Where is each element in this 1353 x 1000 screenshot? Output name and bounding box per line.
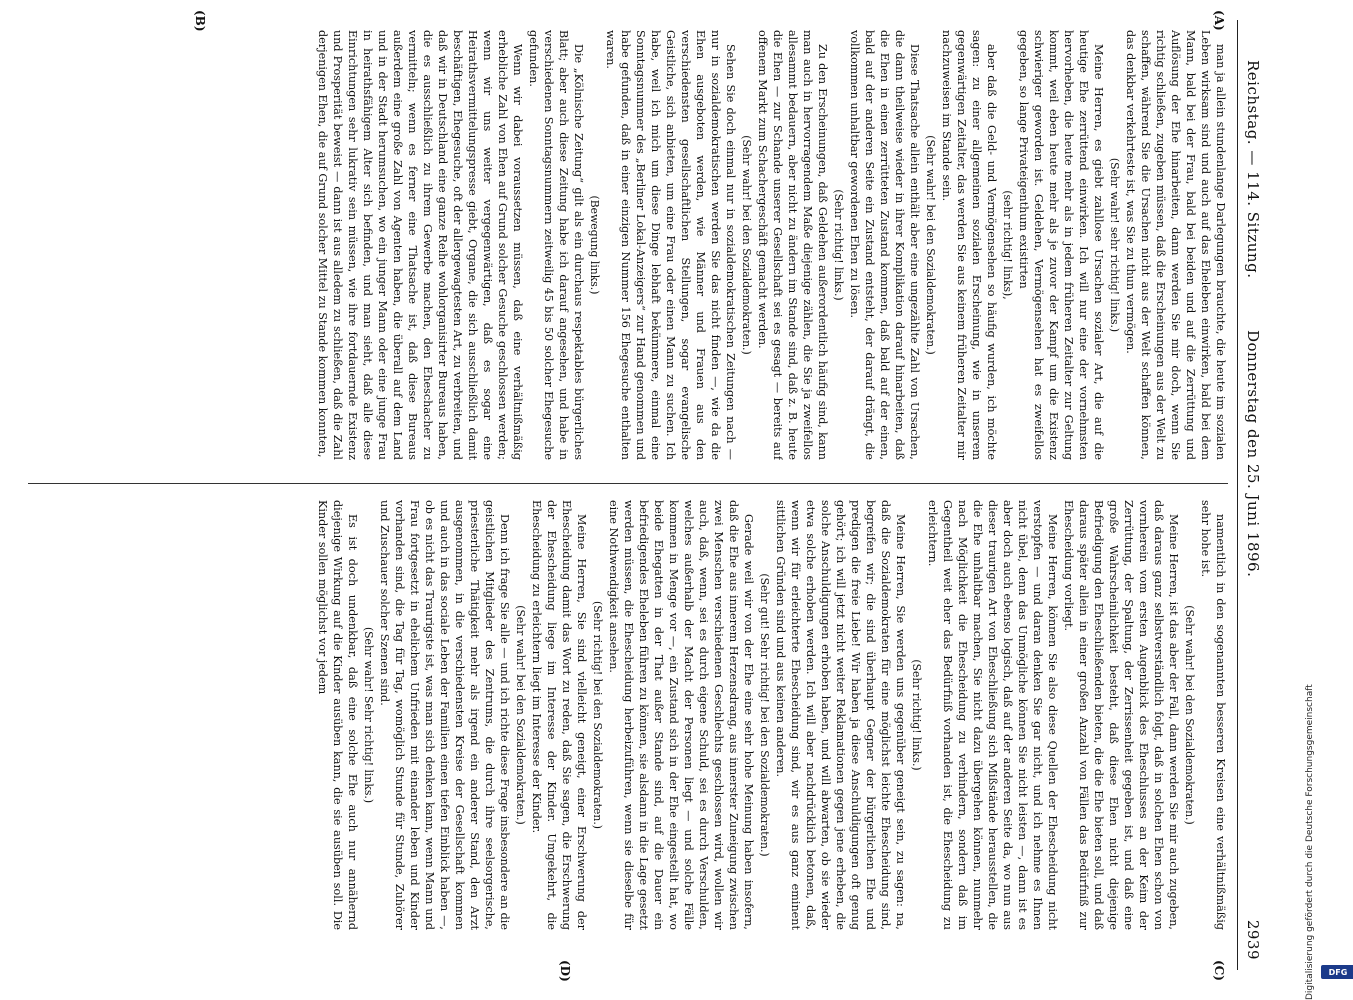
- paragraph: (Sehr wahr! bei den Sozialdemokraten.): [924, 135, 937, 355]
- paragraph: Gerade weil wir von der Ehe eine sehr hohe Meinung haben insofern, daß die Ehe aus innerem Herzensdrang, aus innerster Zuneigung zwischen zwei Menschen verschiedenen Geschlechts geschlossen wird, wollen wir auch, daß, wenn, sei es durch eigene Schuld, sei es durch Verschulden, welches außerhalb der Macht der Personen liegt — und solche Fälle kommen in Menge vor —, ein Zustand sich in der Ehe eingestellt hat, wo beide Ehegatten in der That außer Stande sind, auf die Dauer ein befriedigendes Eheleben führen zu können, sie alsdann in die Lage gesetzt werden müssen, die Ehescheidung herbeizuführen, wenn sie dieselbe für eine Nothwendigkeit ansehen.: [607, 500, 755, 930]
- page-header: [1242, 60, 1262, 960]
- paragraph: Es ist doch undenkbar, daß eine solche Ehe auch nur annähernd diejenige Wirkung auf die Kinder ausüben kann, die sie ausüben soll. Die Kinder sollen möglichst vor jedem: [316, 500, 359, 930]
- paragraph: (Bewegung links.): [588, 195, 601, 295]
- paragraph: Meine Herren, Sie sind vielleicht geneigt, einer Erschwerung der Ehescheidung damit das Wort zu reden, daß Sie sagen, die Erschwerung der Ehescheidung liege im Interesse der Kinder. Umgekehrt, die Ehescheidung zu erleichtern liegt im Interesse der Kinder.: [530, 500, 588, 930]
- margin-mark-b: (B): [193, 10, 207, 32]
- paragraph: Meine Herren, ist das aber der Fall, dann werden Sie mir auch zugeben, daß daraus ganz selbstverständlich folgt, daß in solchen Ehen schon von vornherein vom ersten Augenblick des Eheschlusses an der Keim der Zerrüttung, der Spaltung, der Zerrissenheit gegeben ist, und daß eine große Wahrscheinlichkeit besteht, daß diese Ehen nicht diejenige Befriedigung den Eheschließenden bieten, die die Ehe bieten soll, und daß daraus später allein in einer großen Anzahl von Fällen das Bedürfniß zur Ehescheidung vorliegt.: [1062, 500, 1180, 930]
- paragraph: (Sehr wahr! bei den Sozialdemokraten.): [740, 135, 753, 355]
- paragraph: (Sehr gut! Sehr richtig! bei den Sozialdemokraten.): [758, 573, 771, 857]
- margin-mark-a: (A): [1212, 10, 1226, 31]
- digitization-credit: Digitalisierung gefördert durch die Deutsche Forschungsgemeinschaft: [1305, 684, 1315, 1000]
- paragraph: (Sehr wahr! bei den Sozialdemokraten.): [1183, 605, 1196, 825]
- paragraph: namentlich in den sogenannten besseren Kreisen eine verhältnißmäßig sehr hohe ist.: [1199, 500, 1227, 930]
- paragraph: Die „Kölnische Zeitung“ gilt als ein durchaus respektables bürgerliches Blatt; aber auch diese Zeitung habe ich darauf angesehen, und habe in verschiedenen Sonntagsnummern zeitweilig 45 bis 50 solcher Ehegesuche gefunden.: [527, 30, 585, 460]
- margin-mark-c: (C): [1212, 960, 1226, 981]
- dfg-logo: DFG: [1321, 965, 1353, 979]
- column-divider: [28, 483, 1228, 484]
- header-left: Reichstag. — 114. Sitzung.: [1244, 60, 1262, 279]
- header-date: Donnerstag den 25. Juni 1896.: [1244, 330, 1262, 578]
- document-page: [2, 0, 1272, 1000]
- paragraph: man ja allein stundenlange Darlegungen brauchte, die heute im sozialen Leben wirksam sind und auch auf das Eheleben einwirken, bald bei dem Mann, bald bei der Frau, bald bei beiden und auf die Zerrüttung und Auflösung der Ehe hinarbeiten, dann werden Sie mir doch, wenn Sie richtig schließen, zugeben müssen, daß die Erscheinungen aus der Welt zu schaffen, während Sie die Ursachen nicht aus der Welt schaffen können, das denkbar verkehrteste ist, was Sie zu thun vermögen.: [1124, 30, 1227, 460]
- paragraph: (Sehr wahr! Sehr richtig! links.): [362, 626, 375, 804]
- paragraph: Zu den Erscheinungen, daß Geldehen außerordentlich häufig sind, kann man auch in hervorragendem Maße diejenige zählen, die Sie ja zweifellos allesammt bedauern, aber nicht zu ändern im Stande sind, daß z. B. heute die Ehen — zur Schande unserer Gesellschaft sei es gesagt — bereits auf offenem Markt zum Schachergeschäft gemacht werden.: [756, 30, 829, 460]
- paragraph: Meine Herren, können Sie also diese Quellen der Ehescheidung nicht verstopfen — und daran denken Sie gar nicht, und ich nehme es Ihnen nicht übel, denn das Unmögliche können Sie nicht leisten —, dann ist es aber doch auch ebenso logisch, daß auf der anderen Seite da, wo nun aus dieser traurigen Art von Eheschließung sich Mißstände herausstellen, die die Ehe unhaltbar machen, Sie nicht dazu übergehen können, nunmehr nach Möglichkeit die Ehescheidung zu verhindern, sondern daß im Gegentheil weit eher das Bedürfniß vorhanden ist, die Ehescheidung zu erleichtern.: [926, 500, 1059, 930]
- header-rule: [1237, 20, 1238, 970]
- page-number: 2939: [1244, 919, 1262, 960]
- paragraph: Sehen Sie doch einmal nur in sozialdemokratischen Zeitungen nach — nur in sozialdemokratischen werden Sie das nicht finden —, wie da die Ehen ausgeboten werden, wie Männer und Frauen aus den verschiedensten gesellschaftlichen Stellungen, sogar evangelische Geistliche, sich anbieten, um eine Frau oder einen Mann zu suchen. Ich habe, weil ich mich um diese Dinge lebhaft bekümmere, einmal eine Sonntagsnummer des „Berliner Lokal-Anzeigers“ zur Hand genommen und habe gefunden, daß in einer einzigen Nummer 156 Ehegesuche enthalten waren.: [604, 30, 737, 460]
- paragraph: Diese Thatsache allein enthält aber eine ungezählte Zahl von Ursachen, die dann theilweise wieder in ihrer Komplikation darauf hinarbeiten, daß die Ehen in einen zerrütteten Zustand kommen, daß bald auf der einen, bald auf der anderen Seite ein Zustand entsteht, der darauf drängt, die vollkommen unhaltbar gewordenen Ehen zu lösen.: [848, 30, 921, 460]
- paragraph: (Sehr richtig! bei den Sozialdemokraten.): [591, 601, 604, 829]
- paragraph: aber daß die Geld- und Vermögensehen so häufig wurden, ich möchte sagen: zu einer allgemeinen sozialen Erscheinung, wie in unserem gegenwärtigen Zeitalter, das werden Sie aus keinem früheren Zeitalter mir nachzuweisen im Stande sein.: [940, 30, 998, 460]
- margin-mark-d: (D): [558, 960, 572, 982]
- right-column: [18, 500, 1228, 930]
- paragraph: (Sehr wahr! sehr richtig! links.): [1108, 157, 1121, 333]
- paragraph: Wenn wir dabei voraussetzen müssen, daß eine verhältnißmäßig erhebliche Zahl von Ehen auf Grund solcher Gesuche geschlossen werden; wenn wir uns weiter vergegenwärtigen, daß es sogar eine Heirathsvermittelungspresse giebt, Organe, die sich ausschließlich damit beschäftigen, Ehegesuche, oft der allergewagtesten Art, zu verbreiten, und daß wir in Deutschland eine ganze Reihe wohlorganisirter Bureaus haben, die es ausschließlich zu ihrem Gewerbe machen, den Eheschacher zu vermitteln; wenn es ferner eine Thatsache ist, daß diese Bureaus außerdem eine große Zahl von Agenten haben, die überall auf dem Land und in der Stadt herumsuchen, wo ein junger Mann oder eine junge Frau in heirathsfähigem Alter sich befinden, und man sieht, daß alle diese Einrichtungen sehr lukrativ sein müssen, wie ihre fortdauernde Existenz und Prosperität beweist — dann ist aus alledem zu schließen, daß die Zahl derjenigen Ehen, die auf Grund solcher Mittel zu Stande kommen konnten,: [316, 30, 524, 460]
- paragraph: Denn ich frage Sie alle — und ich richte diese Frage insbesondere an die geistlichen Mitglieder des Zentrums, die durch ihre seelsorgerische, priesterliche Thätigkeit mehr als irgend ein anderer Stand, den Arzt ausgenommen, in die verschiedensten Kreise der Gesellschaft kommen und auch in das sociale Leben der Familien einen tiefen Einblick haben —, ob es nicht das Traurigste ist, was man sich denken kann, wenn Mann und Frau fortgesetzt in ehelichem Unfrieden mit einander leben und Kinder vorhanden sind, die Tag für Tag, womöglich Stunde für Stunde, Zuhörer und Zuschauer solcher Szenen sind.: [378, 500, 511, 930]
- paragraph: (sehr richtig! links),: [1001, 190, 1014, 300]
- paragraph: Meine Herren, es giebt zahllose Ursachen sozialer Art, die auf die heutige Ehe zerrüttend einwirken. Ich will nur eine der vornehmsten hervorheben, die heute mehr als in jedem früheren Zeitalter zur Geltung kommt, weil eben heute mehr als je zuvor der Kampf um die Existenz schwieriger geworden ist. Geldehen, Vermögensehen hat es zweifellos gegeben, so lange Privateigenthum existirten: [1017, 30, 1105, 460]
- paragraph: (Sehr richtig! links.): [910, 659, 923, 771]
- left-column: [18, 30, 1228, 460]
- paragraph: (Sehr richtig! links.): [832, 189, 845, 301]
- paragraph: (Sehr wahr! bei den Sozialdemokraten.): [514, 605, 527, 825]
- paragraph: Meine Herren, Sie werden uns gegenüber geneigt sein, zu sagen: na, daß die Sozialdemokraten für eine möglichst leichte Ehescheidung sind, begreifen wir; die sind überhaupt Gegner der bürgerlichen Ehe und predigen die freie Liebe! Wir haben ja diese Anschuldigungen oft genug gehört; ich will jetzt nicht weiter Reklamationen gegen jene erheben, die solche Anschuldigungen erhoben haben, und will abwarten, ob sie wieder etwa solche erhoben werden. Ich will aber nachdrücklich betonen, daß, wenn wir für erleichterte Ehescheidung sind, wir es aus ganz eminent sittlichen Gründen sind und aus keinen anderen.: [774, 500, 907, 930]
